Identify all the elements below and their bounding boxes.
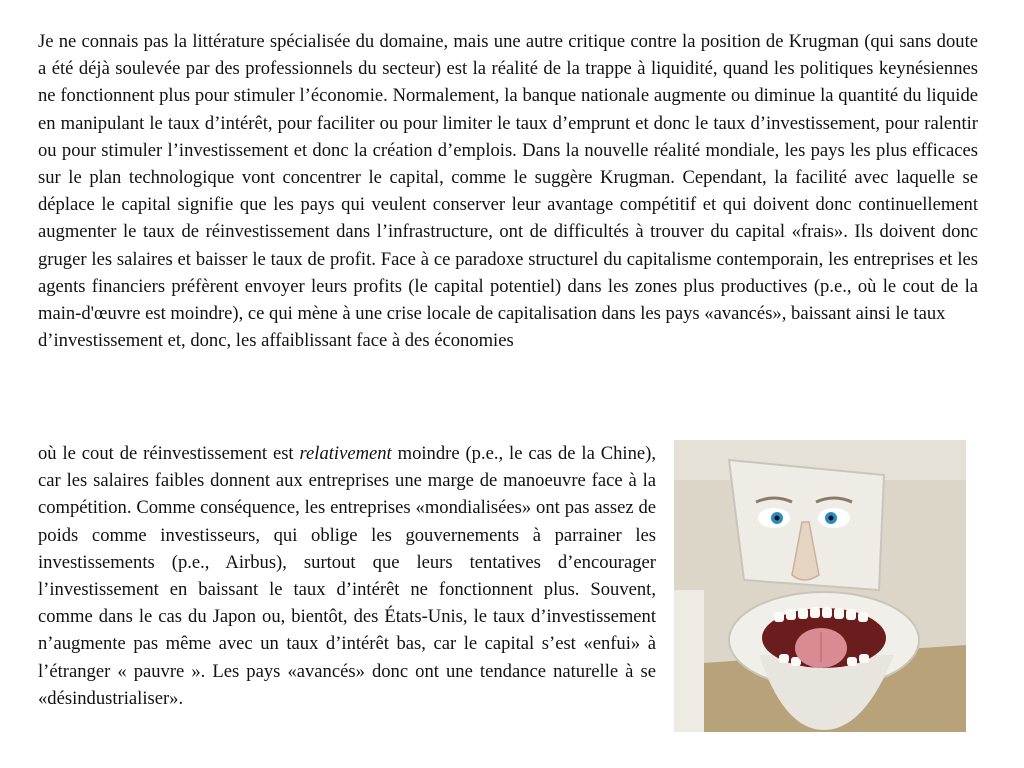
- paragraph-top-text: Je ne connais pas la littérature spécialisée du domaine, mais une autre critique contre la position de Krugman (qui sans doute a été déjà soulevée par des professionnels du secteur) est la réalité de la trappe à liquidité, quand les politiques keynésiennes ne fonctionnent plus pour stimuler l’économie. Normalement, la banque nationale augmente ou diminue la quantité du liquide en manipulant le taux d’intérêt, pour faciliter ou pour limiter le taux d’emprunt et donc le taux d’investissement, pour ralentir ou pour stimuler l’investissement et donc la création d’emplois. Dans la nouvelle réalité mondiale, les pays les plus efficaces sur le plan technologique vont concentrer le capital, comme le suggère Krugman. Cependant, la facilité avec laquelle se déplace le capital signifie que les pays qui veulent conserver leur avantage compétitif et qui doivent donc continuellement augmenter le taux de réinvestissement dans l’infrastructure, ont de difficultés à trouver du capital «frais». Ils doivent donc gruger les salaires et baisser le taux de profit. Face à ce paradoxe structurel du capitalisme contemporain, les entreprises et les agents financiers préfèrent envoyer leurs profits (le capital potentiel) dans les zones plus productives (p.e., où le cout de la main-d'œuvre est moindre), ce qui mène à une crise locale de capitalisation dans les pays «avancés», baissant ainsi le taux: [38, 31, 978, 325]
- paragraph-bottom-start: où le cout de réinvestissement est: [38, 443, 300, 464]
- paragraph-bottom-italic: relativement: [299, 443, 392, 464]
- paragraph-bottom-end: moindre (p.e., le cas de la Chine), car les salaires faibles donnent aux entreprises une marge de manoeuvre face à la compétition. Comme conséquence, les entreprises «mondialisées» ont pas assez de poids comme investisseurs, qui oblige les gouvernements à parrainer les investissements (p.e., Airbus), surtout que leurs tentatives d’encourager l’investissement en baissant le taux d’intérêt ne fonctionnent plus. Souvent, comme dans le cas du Japon ou, bientôt, des États-Unis, le taux d’investissement n’augmente pas même avec un taux d’intérêt bas, car le capital s’est «enfui» à l’étranger « pauvre ». Les pays «avancés» donc ont une tendance naturelle à se «désindustrialiser».: [38, 443, 656, 709]
- paragraph-top-last-line: d’investissement et, donc, les affaiblissant face à des économies: [38, 330, 514, 352]
- paragraph-bottom: [38, 440, 656, 712]
- paragraph-top: [38, 28, 978, 354]
- toilet-face-image: [674, 440, 966, 732]
- document-page: [38, 28, 978, 768]
- bathtub-edge: [674, 590, 704, 732]
- lower-section: [38, 440, 978, 712]
- toilet-face-illustration: [674, 440, 966, 732]
